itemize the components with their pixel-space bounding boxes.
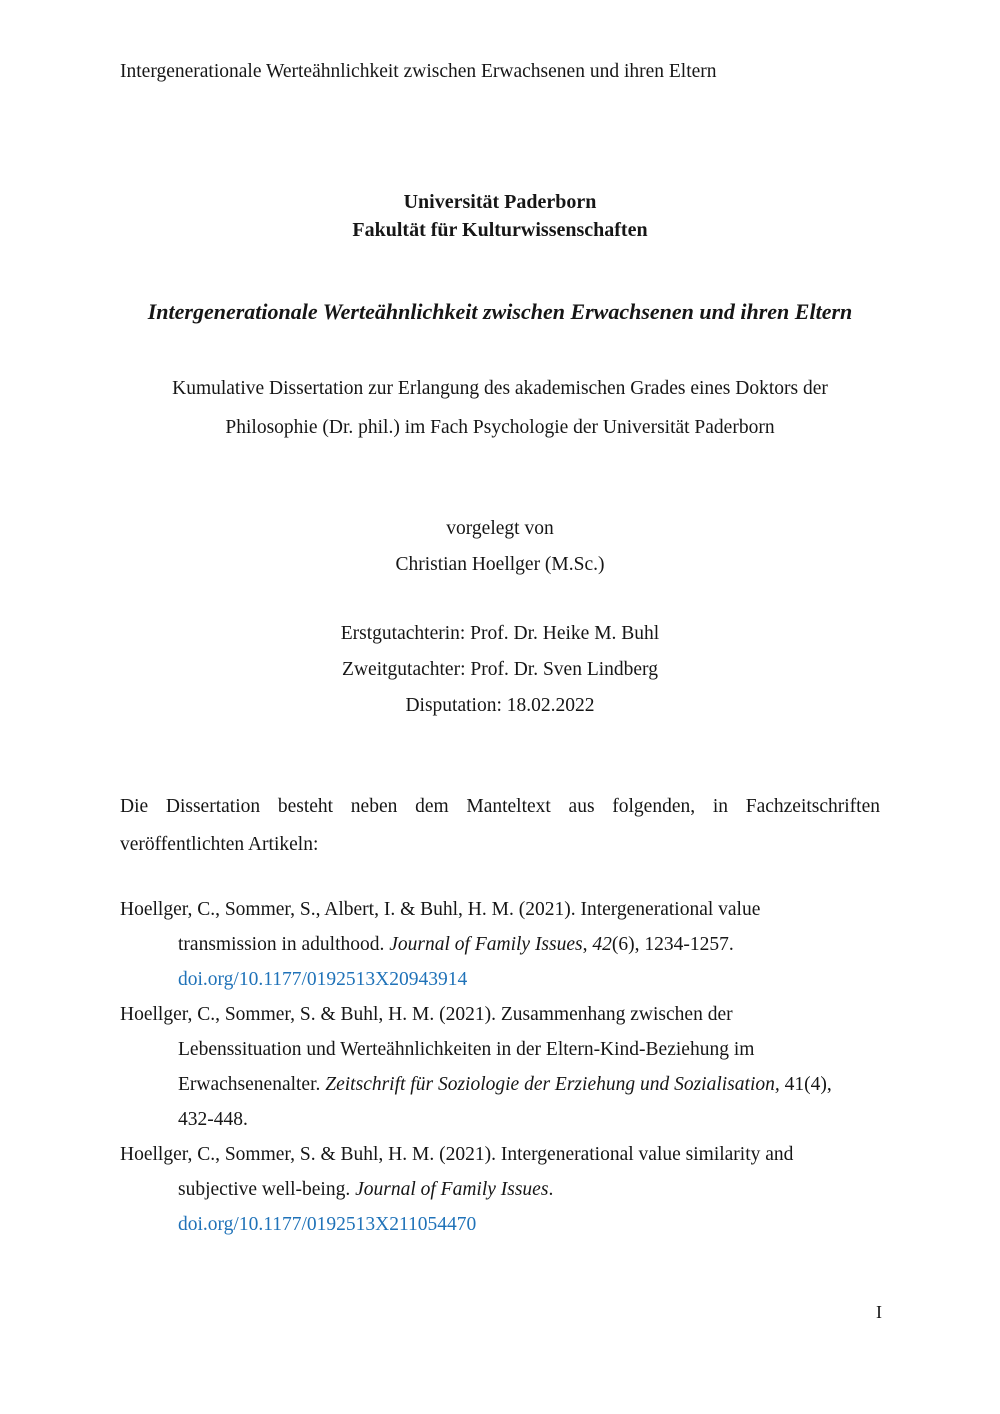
reference-line — [120, 1067, 880, 1102]
author-name: Christian Hoellger (M.Sc.) — [395, 554, 605, 575]
reference-line — [120, 927, 880, 962]
reference-line — [120, 1032, 880, 1067]
reference-text: 41(4), — [779, 1074, 832, 1095]
intro-line: Die Dissertation besteht neben dem Manteltext aus folgenden, in Fachzeitschriften — [120, 796, 880, 817]
presenter-block — [120, 511, 880, 583]
reference-list — [120, 892, 880, 1242]
reference-text: subjective well-being. — [178, 1179, 356, 1200]
reference-text: Hoellger, C., Sommer, S., Albert, I. & Buhl, H. M. (2021). Intergenerational value — [120, 899, 761, 920]
reference-journal-italic: Zeitschrift für Soziologie der Erziehung und Sozialisation, — [325, 1074, 780, 1095]
reference-text: transmission in adulthood. — [178, 934, 390, 955]
intro-line: veröffentlichten Artikeln: — [120, 834, 319, 855]
subtitle-line: Kumulative Dissertation zur Erlangung des akademischen Grades eines Doktors der — [172, 378, 828, 399]
reference-text: 432-448. — [178, 1109, 248, 1130]
reference-line — [120, 1207, 880, 1242]
reference-text: Hoellger, C., Sommer, S. & Buhl, H. M. (2021). Zusammenhang zwischen der — [120, 1004, 733, 1025]
dissertation-title: Intergenerationale Werteähnlichkeit zwischen Erwachsenen und ihren Eltern — [147, 299, 853, 324]
defense-date: Disputation: 18.02.2022 — [405, 695, 595, 716]
subtitle-block — [120, 369, 880, 447]
doi-link[interactable]: doi.org/10.1177/0192513X211054470 — [178, 1214, 477, 1235]
reference-text: Erwachsenenalter. — [178, 1074, 326, 1095]
reference-text: Hoellger, C., Sommer, S. & Buhl, H. M. (2021). Intergenerational value similarity and — [120, 1144, 794, 1165]
intro-paragraph — [120, 788, 880, 864]
page-number: I — [876, 1302, 882, 1322]
reference-text: , — [582, 934, 593, 955]
second-reviewer: Zweitgutachter: Prof. Dr. Sven Lindberg — [342, 659, 658, 680]
first-reviewer: Erstgutachterin: Prof. Dr. Heike M. Buhl — [340, 623, 660, 644]
running-head: Intergenerationale Werteähnlichkeit zwischen Erwachsenen und ihren Eltern — [120, 61, 717, 82]
reference-journal-italic: 42 — [592, 934, 612, 955]
subtitle-line: Philosophie (Dr. phil.) im Fach Psychologie der Universität Paderborn — [225, 417, 775, 438]
reference-entry — [120, 892, 880, 997]
committee-block — [120, 616, 880, 724]
reference-journal-italic: Journal of Family Issues — [389, 934, 583, 955]
university-name: Universität Paderborn — [403, 191, 597, 213]
reference-text: Lebenssituation und Werteähnlichkeiten in der Eltern-Kind-Beziehung im — [178, 1039, 755, 1060]
institution-block — [120, 188, 880, 244]
reference-text: (6), 1234-1257. — [611, 934, 734, 955]
reference-line — [120, 1102, 880, 1137]
reference-line — [120, 892, 880, 927]
presented-by-label: vorgelegt von — [446, 518, 554, 539]
reference-line — [120, 1137, 880, 1172]
reference-entry — [120, 1137, 880, 1242]
reference-line — [120, 1172, 880, 1207]
reference-entry — [120, 997, 880, 1137]
reference-line — [120, 997, 880, 1032]
reference-journal-italic: Journal of Family Issues — [355, 1179, 549, 1200]
faculty-name: Fakultät für Kulturwissenschaften — [352, 219, 648, 241]
reference-line — [120, 962, 880, 997]
reference-text: . — [548, 1179, 554, 1200]
doi-link[interactable]: doi.org/10.1177/0192513X20943914 — [178, 969, 468, 990]
